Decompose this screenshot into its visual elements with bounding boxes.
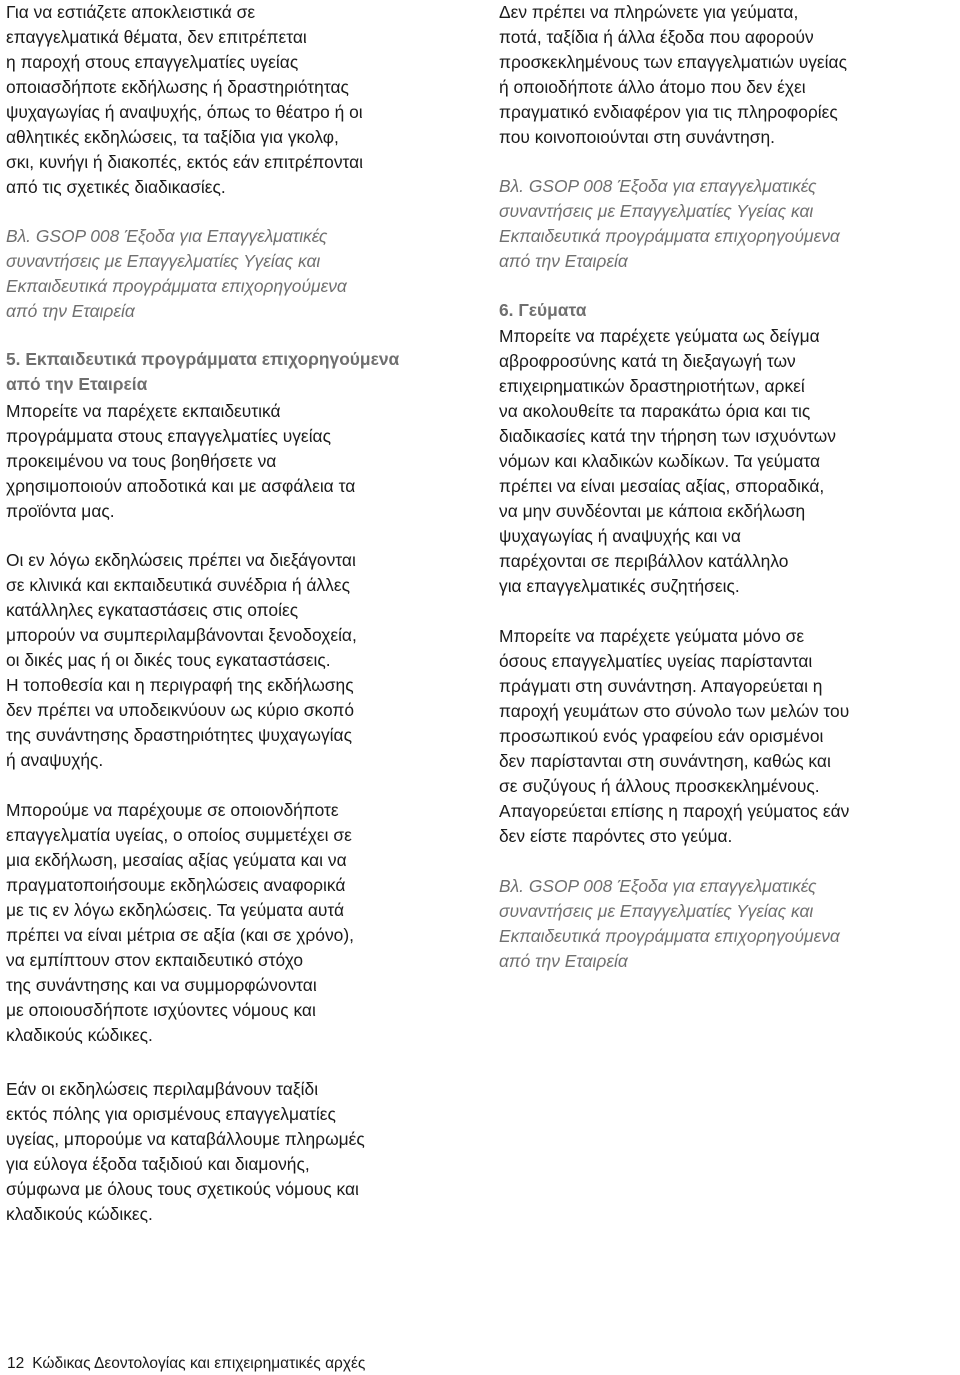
body-paragraph-line: δεν πρέπει να υποδεικνύουν ως κύριο σκοπό: [6, 700, 355, 720]
body-paragraph-line: Μπορείτε να παρέχετε γεύματα μόνο σε: [499, 626, 805, 646]
body-paragraph-line: Μπορούμε να παρέχουμε σε οποιονδήποτε: [6, 800, 339, 820]
body-paragraph-line: ψυχαγωγίας ή αναψυχής, όπως το θέατρο ή οι: [6, 102, 363, 122]
body-paragraph-line: κατάλληλες εγκαταστάσεις στις οποίες: [6, 600, 299, 620]
reference-note-line: συναντήσεις με Επαγγελματίες Υγείας και: [499, 901, 814, 921]
body-paragraph-line: δεν παρίστανται στη συνάντηση, καθώς και: [499, 751, 831, 771]
body-paragraph-line: κλαδικούς κώδικες.: [6, 1204, 153, 1224]
document-title: Κώδικας Δεοντολογίας και επιχειρηματικές αρχές: [32, 1355, 366, 1372]
reference-note-line: συναντήσεις με Επαγγελματίες Υγείας και: [499, 201, 814, 221]
body-paragraph-line: δεν είστε παρόντες στο γεύμα.: [499, 826, 733, 846]
body-paragraph-line: παρέχονται σε περιβάλλον κατάλληλο: [499, 551, 789, 571]
body-paragraph-line: μπορούν να συμπεριλαμβάνονται ξενοδοχεία,: [6, 625, 357, 645]
body-paragraph-line: παροχή γευμάτων στο σύνολο των μελών του: [499, 701, 850, 721]
reference-note-line: Εκπαιδευτικά προγράμματα επιχορηγούμενα: [499, 926, 840, 946]
body-paragraph-line: σε συζύγους ή άλλους προσκεκλημένους.: [499, 776, 820, 796]
body-paragraph-line: Οι εν λόγω εκδηλώσεις πρέπει να διεξάγονται: [6, 550, 356, 570]
body-paragraph-line: πρέπει να είναι μέτρια σε αξία (και σε χρόνο),: [6, 925, 354, 945]
body-paragraph-line: προγράμματα στους επαγγελματίες υγείας: [6, 426, 331, 446]
body-paragraph-line: σκι, κυνήγι ή διακοπές, εκτός εάν επιτρέπονται: [6, 152, 364, 172]
reference-note-line: Εκπαιδευτικά προγράμματα επιχορηγούμενα: [6, 276, 347, 296]
body-paragraph-line: ψυχαγωγίας ή αναψυχής και να: [499, 526, 741, 546]
body-paragraph-line: χρησιμοποιούν αποδοτικά και με ασφάλεια τα: [6, 476, 356, 496]
page-number: 12: [7, 1355, 25, 1372]
body-paragraph-line: πρέπει να είναι μεσαίας αξίας, σποραδικά,: [499, 476, 825, 496]
body-paragraph-line: Για να εστιάζετε αποκλειστικά σε: [6, 2, 256, 22]
body-paragraph-line: ποτά, ταξίδια ή άλλα έξοδα που αφορούν: [499, 27, 814, 47]
body-paragraph-line: οποιασδήποτε εκδήλωσης ή δραστηριότητας: [6, 77, 349, 97]
body-paragraph-line: επαγγελματία υγείας, ο οποίος συμμετέχει σε: [6, 825, 352, 845]
reference-note-line: Βλ. GSOP 008 Έξοδα για επαγγελματικές: [499, 176, 817, 196]
body-paragraph-line: με τις εν λόγω εκδηλώσεις. Τα γεύματα αυτά: [6, 900, 345, 920]
body-paragraph-line: σε κλινικά και εκπαιδευτικά συνέδρια ή άλλες: [6, 575, 350, 595]
body-paragraph-line: σύμφωνα με όλους τους σχετικούς νόμους και: [6, 1179, 359, 1199]
reference-note-line: από την Εταιρεία: [6, 301, 135, 321]
page-footer: [7, 1353, 365, 1375]
body-paragraph-line: πραγματοποιήσουμε εκδηλώσεις αναφορικά: [6, 875, 346, 895]
section-heading-line: από την Εταιρεία: [6, 374, 148, 394]
body-paragraph-line: για εύλογα έξοδα ταξιδιού και διαμονής,: [6, 1154, 310, 1174]
body-paragraph-line: νόμων και κλαδικών κωδίκων. Τα γεύματα: [499, 451, 821, 471]
body-paragraph-line: όσους επαγγελματίες υγείας παρίστανται: [499, 651, 813, 671]
reference-note-line: Βλ. GSOP 008 Έξοδα για Επαγγελματικές: [6, 226, 328, 246]
reference-note-line: από την Εταιρεία: [499, 951, 628, 971]
body-paragraph-line: επαγγελματικά θέματα, δεν επιτρέπεται: [6, 27, 307, 47]
body-paragraph-line: Δεν πρέπει να πληρώνετε για γεύματα,: [499, 2, 799, 22]
body-paragraph-line: πραγματικό ενδιαφέρον για τις πληροφορίες: [499, 102, 838, 122]
body-paragraph-line: να εμπίπτουν στον εκπαιδευτικό στόχο: [6, 950, 304, 970]
body-paragraph-line: αβροφροσύνης κατά τη διεξαγωγή των: [499, 351, 796, 371]
body-paragraph-line: η παροχή στους επαγγελματίες υγείας: [6, 52, 299, 72]
body-paragraph-line: προσωπικού ενός γραφείου εάν ορισμένοι: [499, 726, 824, 746]
reference-note-line: από την Εταιρεία: [499, 251, 628, 271]
body-paragraph-line: ή αναψυχής.: [6, 750, 104, 770]
body-paragraph-line: με οποιουσδήποτε ισχύοντες νόμους και: [6, 1000, 316, 1020]
body-paragraph-line: μια εκδήλωση, μεσαίας αξίας γεύματα και να: [6, 850, 347, 870]
body-paragraph-line: πράγματι στη συνάντηση. Απαγορεύεται η: [499, 676, 823, 696]
body-paragraph-line: Η τοποθεσία και η περιγραφή της εκδήλωσης: [6, 675, 354, 695]
section-heading-line: 5. Εκπαιδευτικά προγράμματα επιχορηγούμενα: [6, 349, 400, 369]
body-paragraph-line: να μην συνδέονται με κάποια εκδήλωση: [499, 501, 806, 521]
body-paragraph-line: διαδικασίες κατά την τήρηση των ισχυόντων: [499, 426, 836, 446]
body-paragraph-line: αθλητικές εκδηλώσεις, τα ταξίδια για γκολφ,: [6, 127, 339, 147]
body-paragraph-line: οι δικές μας ή οι δικές τους εγκαταστάσεις.: [6, 650, 331, 670]
body-paragraph-line: Απαγορεύεται επίσης η παροχή γεύματος εάν: [499, 801, 850, 821]
body-paragraph-line: προϊόντα μας.: [6, 501, 115, 521]
body-paragraph-line: επιχειρηματικών δραστηριοτήτων, αρκεί: [499, 376, 805, 396]
body-paragraph-line: Εάν οι εκδηλώσεις περιλαμβάνουν ταξίδι: [6, 1079, 319, 1099]
body-paragraph-line: που κοινοποιούνται στη συνάντηση.: [499, 127, 776, 147]
body-paragraph-line: εκτός πόλης για ορισμένους επαγγελματίες: [6, 1104, 336, 1124]
body-paragraph-line: Μπορείτε να παρέχετε εκπαιδευτικά: [6, 401, 281, 421]
body-paragraph-line: από τις σχετικές διαδικασίες.: [6, 177, 226, 197]
body-paragraph-line: κλαδικούς κώδικες.: [6, 1025, 153, 1045]
body-paragraph-line: να ακολουθείτε τα παρακάτω όρια και τις: [499, 401, 811, 421]
body-paragraph-line: Μπορείτε να παρέχετε γεύματα ως δείγμα: [499, 326, 820, 346]
body-paragraph-line: της συνάντησης και να συμμορφώνονται: [6, 975, 317, 995]
section-heading-line: 6. Γεύματα: [499, 300, 587, 320]
body-paragraph-line: υγείας, μπορούμε να καταβάλλουμε πληρωμές: [6, 1129, 365, 1149]
body-paragraph-line: ή οποιοδήποτε άλλο άτομο που δεν έχει: [499, 77, 806, 97]
body-paragraph-line: προκειμένου να τους βοηθήσετε να: [6, 451, 277, 471]
body-paragraph-line: προσκεκλημένους των επαγγελματιών υγείας: [499, 52, 847, 72]
body-paragraph-line: της συνάντησης δραστηριότητες ψυχαγωγίας: [6, 725, 352, 745]
reference-note-line: Βλ. GSOP 008 Έξοδα για επαγγελματικές: [499, 876, 817, 896]
body-paragraph-line: για επαγγελματικές συζητήσεις.: [499, 576, 740, 596]
reference-note-line: συναντήσεις με Επαγγελματίες Υγείας και: [6, 251, 321, 271]
reference-note-line: Εκπαιδευτικά προγράμματα επιχορηγούμενα: [499, 226, 840, 246]
